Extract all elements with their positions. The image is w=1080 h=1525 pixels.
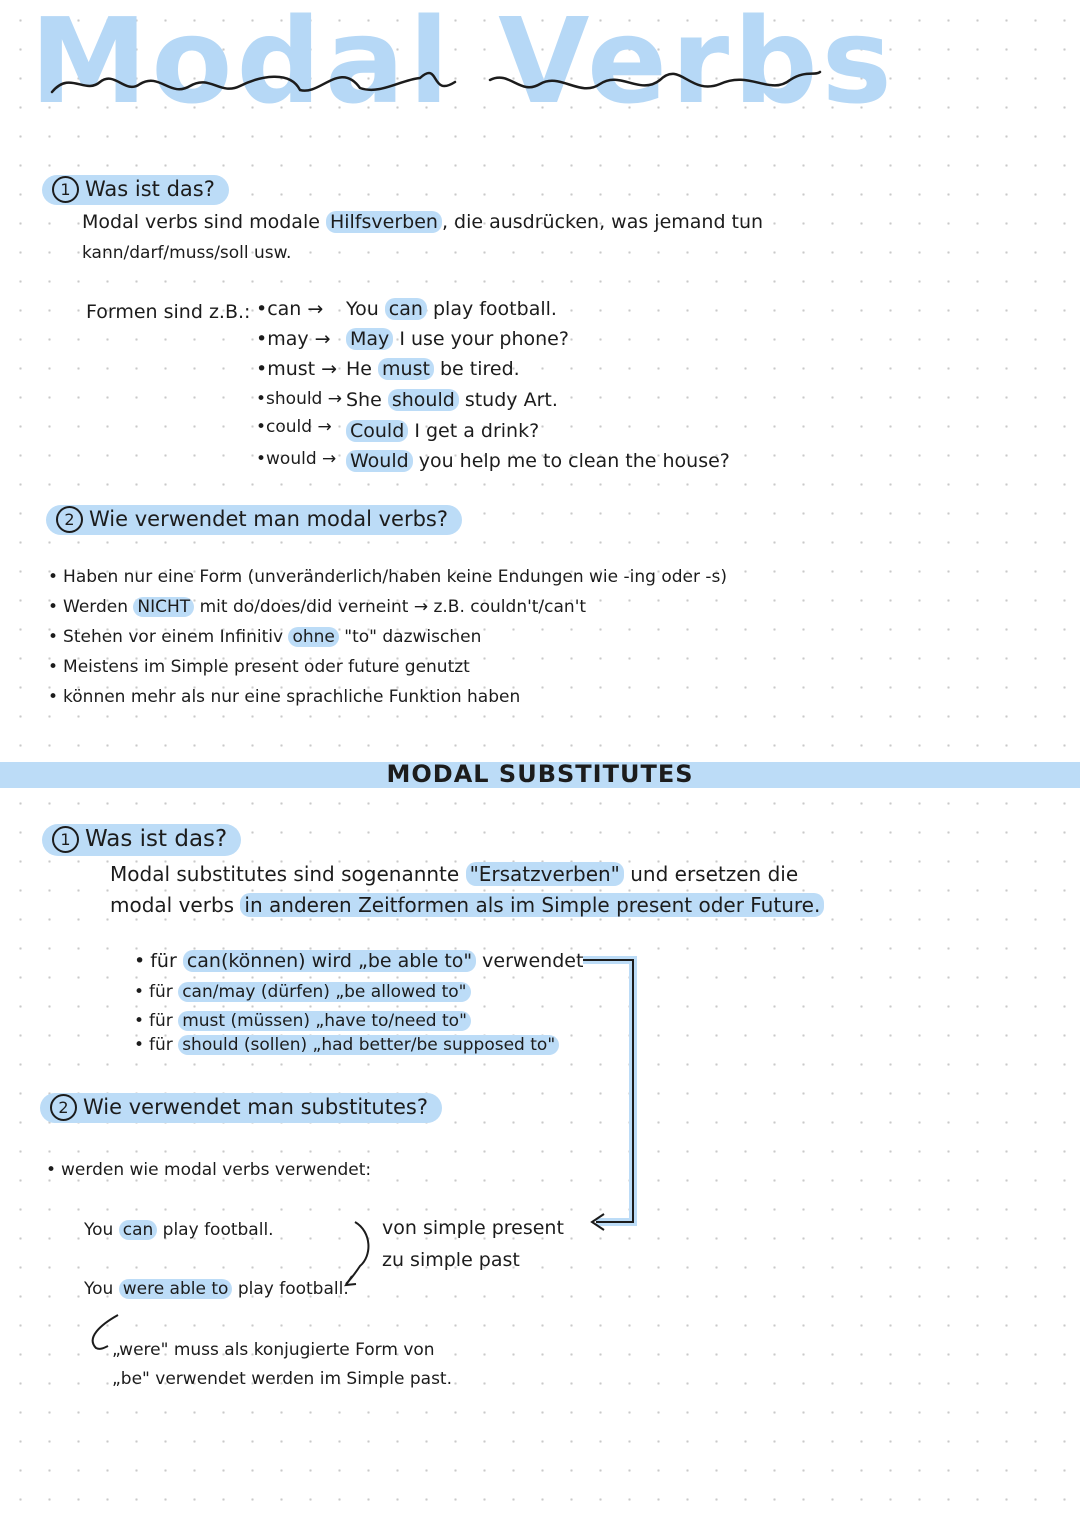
ex-verb-may: •may → (256, 328, 331, 350)
s4-note-right-2: zu simple past (382, 1249, 520, 1271)
ex-sentence-could (346, 420, 539, 442)
s1-line1-post: , die ausdrücken, was jemand tun (441, 211, 764, 233)
ex-verb-could: •could → (256, 417, 332, 437)
s3-item-1 (134, 950, 583, 972)
ex-verb-can: •can → (256, 298, 324, 320)
s4-ex1-post: play football. (157, 1220, 274, 1240)
ex-verb-label: should (266, 389, 323, 409)
section1-line1 (82, 211, 763, 233)
ex-verb-must: •must → (256, 358, 338, 380)
ex-hl: Could (346, 420, 408, 442)
s3-item-pre: für (149, 1011, 179, 1031)
s4-note-line-2: „be" verwendet werden im Simple past. (112, 1369, 452, 1389)
s1-line1-pre: Modal verbs sind modale (82, 211, 326, 233)
formen-label: Formen sind z.B.: (86, 301, 251, 323)
s3-line2-pre: modal verbs (110, 893, 241, 917)
section1-number: 1 (52, 176, 79, 203)
section3-heading (42, 826, 241, 853)
banner-title: MODAL SUBSTITUTES (386, 760, 694, 788)
s2-bullet-1-text: Haben nur eine Form (unveränderlich/haben keine Endungen wie -ing oder -s) (63, 567, 728, 587)
s4-example-1 (84, 1220, 274, 1240)
ex-pre: He (346, 358, 379, 380)
ex-sentence-must (346, 358, 520, 380)
section4-heading (40, 1094, 442, 1121)
s2-bullet-2 (48, 597, 586, 617)
s2-bullet-1 (48, 567, 727, 587)
ex-verb-label: can (267, 298, 302, 320)
section3-heading-text: Was ist das? (85, 826, 228, 852)
section3-line2 (110, 893, 824, 917)
ex-hl: May (346, 328, 393, 350)
ex-hl: must (378, 358, 434, 380)
section4-heading-text: Wie verwendet man substitutes? (83, 1094, 428, 1119)
s4-ex2-post: play football. (232, 1279, 349, 1299)
s3-item-hl: should (sollen) „had better/be supposed to" (178, 1035, 559, 1055)
s3-item-3 (134, 1011, 471, 1031)
s1-line1-highlight: Hilfsverben (326, 211, 442, 233)
ex-post: I use your phone? (393, 328, 569, 350)
ex-hl: Would (346, 450, 413, 472)
section1-heading (42, 176, 229, 203)
ex-post: I get a drink? (408, 420, 540, 442)
s2-b3-hl: ohne (288, 627, 338, 647)
s3-item-4 (134, 1035, 559, 1055)
section3-line1 (110, 862, 798, 886)
s4-ex1-hl: can (119, 1220, 158, 1240)
ex-post: you help me to clean the house? (412, 450, 730, 472)
section1-heading-text: Was ist das? (85, 176, 215, 201)
ex-pre: You (346, 298, 385, 320)
ex-verb-should: •should → (256, 389, 343, 409)
s4-ex2-hl: were able to (119, 1279, 233, 1299)
page-title: Modal Verbs (30, 0, 896, 130)
s2-bullet-5-text: können mehr als nur eine sprachliche Funktion haben (63, 687, 521, 707)
s4-note-line-1: „were" muss als konjugierte Form von (112, 1340, 435, 1360)
section3-number: 1 (52, 826, 79, 853)
s3-item-2 (134, 982, 471, 1002)
s4-ex1-pre: You (84, 1220, 119, 1240)
s2-bullet-4 (48, 657, 470, 677)
ex-verb-label: would (266, 449, 317, 469)
s3-item-pre: für (149, 1035, 179, 1055)
s3-line1-hl: "Ersatzverben" (466, 862, 624, 886)
s2-bullet-5 (48, 687, 520, 707)
s2-b2-hl: NICHT (133, 597, 194, 617)
ex-verb-label: may (267, 328, 309, 350)
ex-verb-label: could (266, 417, 313, 437)
s2-b3-post: "to" dazwischen (338, 627, 482, 647)
section2-heading (46, 506, 462, 533)
ex-sentence-may (346, 328, 569, 350)
section4-number: 2 (50, 1094, 77, 1121)
s4-example-2 (84, 1279, 349, 1299)
s2-b2-pre: Werden (63, 597, 134, 617)
ex-hl: can (385, 298, 427, 320)
ex-pre: She (346, 389, 388, 411)
s4-bullet (46, 1160, 371, 1180)
s2-bullet-4-text: Meistens im Simple present oder future genutzt (63, 657, 470, 677)
s3-line1-pre: Modal substitutes sind sogenannte (110, 862, 466, 886)
s3-line2-hl: in anderen Zeitformen als im Simple present oder Future. (240, 893, 824, 917)
s3-item-pre: für (149, 982, 179, 1002)
ex-verb-would: •would → (256, 449, 337, 469)
ex-post: study Art. (458, 389, 558, 411)
section2-number: 2 (56, 506, 83, 533)
ex-post: play football. (426, 298, 557, 320)
s3-line1-post: und ersetzen die (623, 862, 799, 886)
ex-verb-label: must (267, 358, 316, 380)
s2-b3-pre: Stehen vor einem Infinitiv (63, 627, 289, 647)
s3-item-post: verwendet (476, 950, 584, 972)
s3-item-hl: can/may (dürfen) „be allowed to" (178, 982, 470, 1002)
s3-item-hl: can(können) wird „be able to" (183, 950, 476, 972)
section1-line2: kann/darf/muss/soll usw. (82, 243, 292, 263)
ex-sentence-should (346, 389, 558, 411)
s2-bullet-3 (48, 627, 481, 647)
ex-hl: should (388, 389, 459, 411)
s3-item-pre: für (150, 950, 183, 972)
section2-heading-text: Wie verwendet man modal verbs? (89, 506, 448, 531)
ex-sentence-would (346, 450, 730, 472)
ex-sentence-can (346, 298, 557, 320)
s4-ex2-pre: You (84, 1279, 119, 1299)
s3-item-hl: must (müssen) „have to/need to" (178, 1011, 471, 1031)
s2-b2-post: mit do/does/did verneint → z.B. couldn't/can't (194, 597, 587, 617)
ex-post: be tired. (433, 358, 520, 380)
s4-bullet-text: werden wie modal verbs verwendet: (61, 1160, 372, 1180)
s4-note-right-1: von simple present (382, 1217, 564, 1239)
